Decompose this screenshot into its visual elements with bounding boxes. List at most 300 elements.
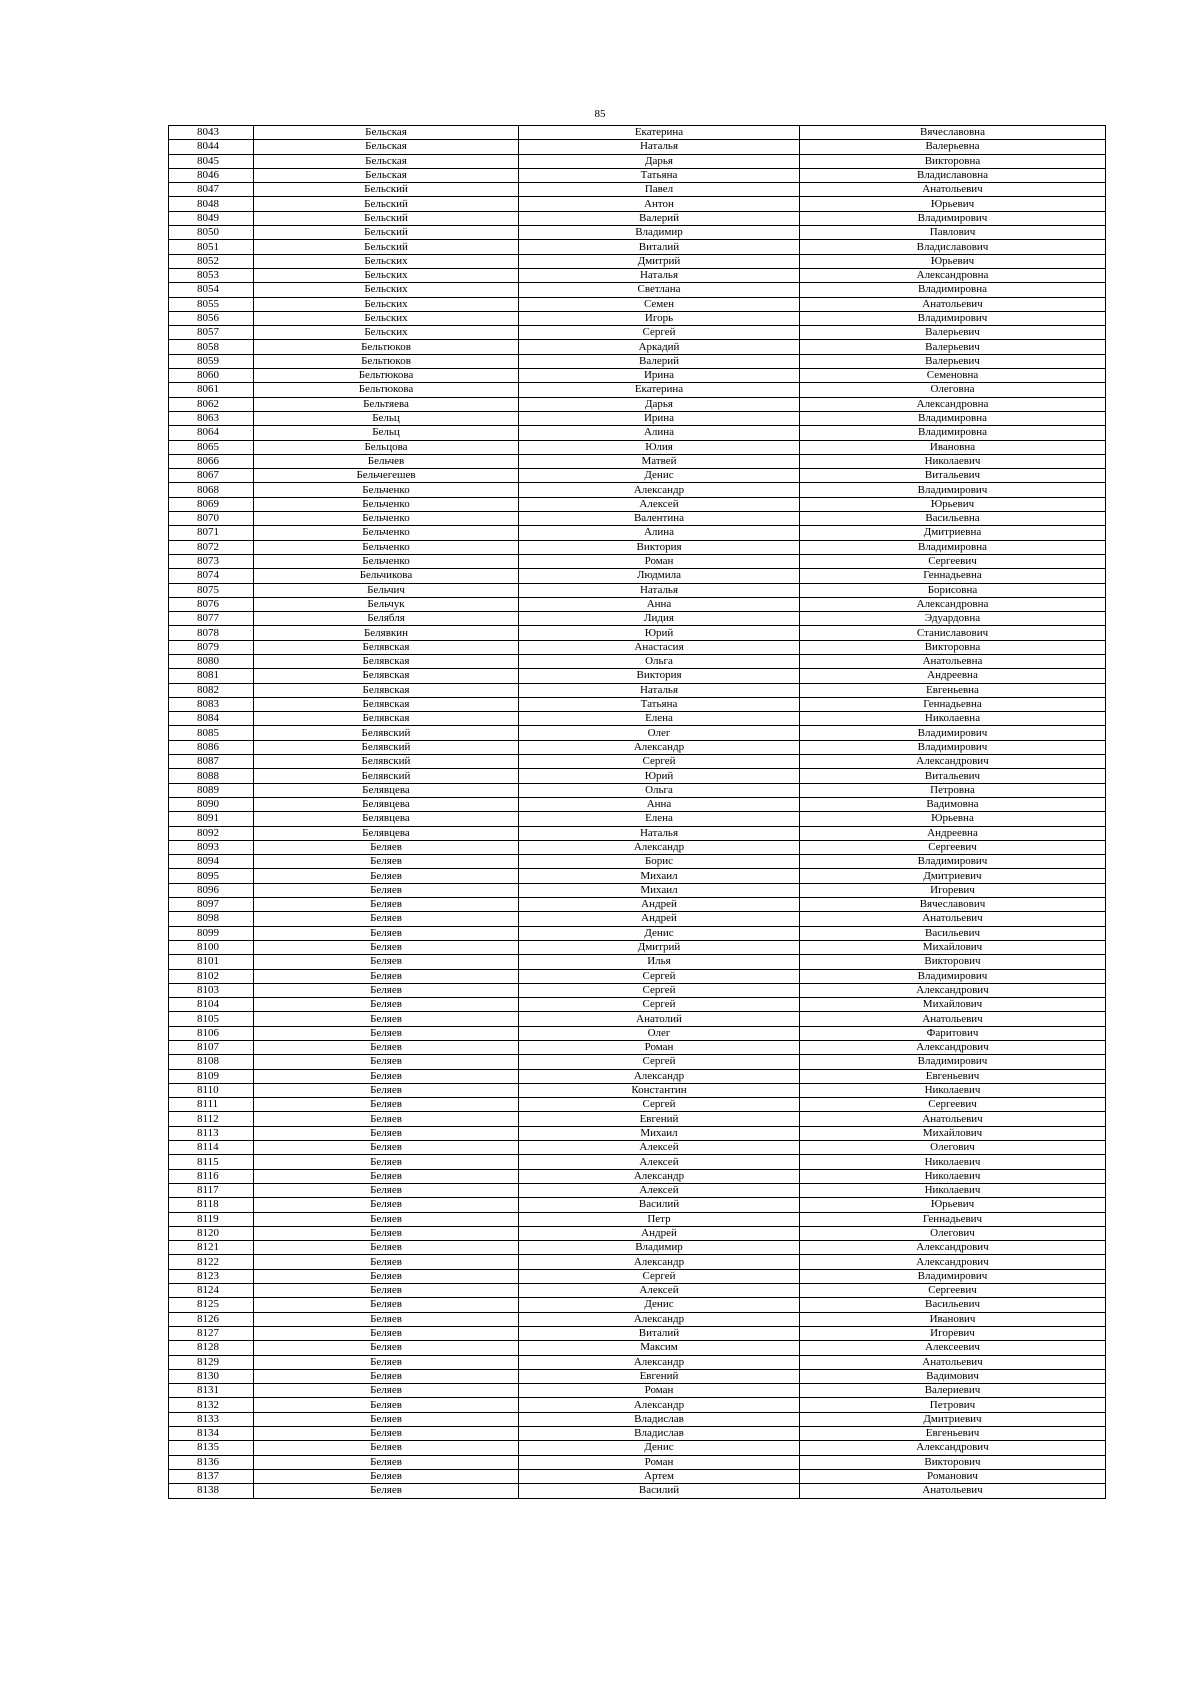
table-row <box>169 855 1106 869</box>
row-number-cell: 8133 <box>169 1412 254 1426</box>
patronymic-cell: Михайлович <box>800 940 1106 954</box>
patronymic-cell: Владимировна <box>800 426 1106 440</box>
row-number-cell: 8138 <box>169 1484 254 1498</box>
patronymic-cell: Геннадьевна <box>800 569 1106 583</box>
patronymic-cell: Петрович <box>800 1398 1106 1412</box>
first-name-cell: Ольга <box>519 783 800 797</box>
row-number-cell: 8132 <box>169 1398 254 1412</box>
table-row <box>169 1355 1106 1369</box>
surname-cell: Белявцева <box>254 783 519 797</box>
table-row <box>169 1398 1106 1412</box>
row-number-cell: 8101 <box>169 955 254 969</box>
first-name-cell: Александр <box>519 483 800 497</box>
surname-cell: Бельских <box>254 283 519 297</box>
table-row <box>169 1326 1106 1340</box>
patronymic-cell: Владимирович <box>800 1269 1106 1283</box>
table-row <box>169 1226 1106 1240</box>
first-name-cell: Константин <box>519 1083 800 1097</box>
table-row <box>169 1269 1106 1283</box>
first-name-cell: Татьяна <box>519 697 800 711</box>
first-name-cell: Алина <box>519 426 800 440</box>
surname-cell: Бельтюков <box>254 354 519 368</box>
surname-cell: Бельчук <box>254 597 519 611</box>
table-body <box>169 126 1106 1499</box>
table-row <box>169 797 1106 811</box>
table-row <box>169 612 1106 626</box>
row-number-cell: 8117 <box>169 1183 254 1197</box>
surname-cell: Бельтюкова <box>254 383 519 397</box>
first-name-cell: Дарья <box>519 397 800 411</box>
row-number-cell: 8066 <box>169 454 254 468</box>
surname-cell: Бельчич <box>254 583 519 597</box>
patronymic-cell: Алексеевич <box>800 1341 1106 1355</box>
row-number-cell: 8049 <box>169 211 254 225</box>
first-name-cell: Юрий <box>519 626 800 640</box>
surname-cell: Белявская <box>254 683 519 697</box>
surname-cell: Бельских <box>254 311 519 325</box>
row-number-cell: 8091 <box>169 812 254 826</box>
patronymic-cell: Анатольевич <box>800 1355 1106 1369</box>
surname-cell: Бельский <box>254 183 519 197</box>
row-number-cell: 8081 <box>169 669 254 683</box>
row-number-cell: 8055 <box>169 297 254 311</box>
table-row <box>169 1455 1106 1469</box>
table-row <box>169 669 1106 683</box>
row-number-cell: 8100 <box>169 940 254 954</box>
table-row <box>169 740 1106 754</box>
table-row <box>169 1183 1106 1197</box>
first-name-cell: Павел <box>519 183 800 197</box>
patronymic-cell: Валериевич <box>800 1384 1106 1398</box>
surname-cell: Беляев <box>254 1427 519 1441</box>
surname-cell: Бельская <box>254 126 519 140</box>
patronymic-cell: Вячеславович <box>800 898 1106 912</box>
row-number-cell: 8129 <box>169 1355 254 1369</box>
patronymic-cell: Анатольевич <box>800 912 1106 926</box>
surname-cell: Беляев <box>254 1284 519 1298</box>
row-number-cell: 8044 <box>169 140 254 154</box>
first-name-cell: Виталий <box>519 240 800 254</box>
table-row <box>169 654 1106 668</box>
patronymic-cell: Михайлович <box>800 1126 1106 1140</box>
surname-cell: Бельская <box>254 168 519 182</box>
table-row <box>169 1126 1106 1140</box>
first-name-cell: Олег <box>519 726 800 740</box>
row-number-cell: 8123 <box>169 1269 254 1283</box>
surname-cell: Белявский <box>254 740 519 754</box>
row-number-cell: 8077 <box>169 612 254 626</box>
first-name-cell: Владислав <box>519 1427 800 1441</box>
surname-cell: Беляев <box>254 1326 519 1340</box>
patronymic-cell: Владимирович <box>800 1055 1106 1069</box>
row-number-cell: 8048 <box>169 197 254 211</box>
first-name-cell: Михаил <box>519 883 800 897</box>
row-number-cell: 8070 <box>169 512 254 526</box>
table-row <box>169 1369 1106 1383</box>
surname-cell: Беляев <box>254 1398 519 1412</box>
surname-cell: Беляев <box>254 1469 519 1483</box>
first-name-cell: Денис <box>519 1441 800 1455</box>
table-row <box>169 1241 1106 1255</box>
first-name-cell: Максим <box>519 1341 800 1355</box>
table-row <box>169 369 1106 383</box>
patronymic-cell: Владимирович <box>800 483 1106 497</box>
row-number-cell: 8069 <box>169 497 254 511</box>
table-row <box>169 755 1106 769</box>
table-row <box>169 683 1106 697</box>
patronymic-cell: Евгеньевич <box>800 1427 1106 1441</box>
surname-cell: Беляев <box>254 1012 519 1026</box>
first-name-cell: Владислав <box>519 1412 800 1426</box>
row-number-cell: 8075 <box>169 583 254 597</box>
first-name-cell: Екатерина <box>519 126 800 140</box>
surname-cell: Беляев <box>254 940 519 954</box>
table-row <box>169 597 1106 611</box>
first-name-cell: Дарья <box>519 154 800 168</box>
surname-cell: Бельц <box>254 411 519 425</box>
row-number-cell: 8045 <box>169 154 254 168</box>
surname-cell: Беляев <box>254 1312 519 1326</box>
table-row <box>169 969 1106 983</box>
patronymic-cell: Андреевна <box>800 669 1106 683</box>
first-name-cell: Дмитрий <box>519 940 800 954</box>
first-name-cell: Андрей <box>519 1226 800 1240</box>
surname-cell: Беляев <box>254 1183 519 1197</box>
patronymic-cell: Николаевич <box>800 1183 1106 1197</box>
table-row <box>169 411 1106 425</box>
first-name-cell: Анастасия <box>519 640 800 654</box>
first-name-cell: Екатерина <box>519 383 800 397</box>
row-number-cell: 8060 <box>169 369 254 383</box>
table-row <box>169 1312 1106 1326</box>
table-row <box>169 168 1106 182</box>
first-name-cell: Андрей <box>519 898 800 912</box>
patronymic-cell: Юрьевна <box>800 812 1106 826</box>
patronymic-cell: Александрович <box>800 1241 1106 1255</box>
patronymic-cell: Игоревич <box>800 883 1106 897</box>
patronymic-cell: Владимировна <box>800 283 1106 297</box>
first-name-cell: Наталья <box>519 140 800 154</box>
patronymic-cell: Владиславовна <box>800 168 1106 182</box>
patronymic-cell: Игоревич <box>800 1326 1106 1340</box>
patronymic-cell: Юрьевич <box>800 197 1106 211</box>
surname-cell: Бельская <box>254 154 519 168</box>
table-row <box>169 640 1106 654</box>
row-number-cell: 8043 <box>169 126 254 140</box>
surname-cell: Бельтюков <box>254 340 519 354</box>
surname-cell: Беляев <box>254 898 519 912</box>
surname-cell: Беляев <box>254 1269 519 1283</box>
patronymic-cell: Сергеевич <box>800 1284 1106 1298</box>
row-number-cell: 8056 <box>169 311 254 325</box>
surname-cell: Беляев <box>254 1169 519 1183</box>
row-number-cell: 8106 <box>169 1026 254 1040</box>
table-row <box>169 926 1106 940</box>
patronymic-cell: Николаевич <box>800 1083 1106 1097</box>
surname-cell: Беляев <box>254 998 519 1012</box>
first-name-cell: Сергей <box>519 755 800 769</box>
table-row <box>169 497 1106 511</box>
first-name-cell: Алексей <box>519 1183 800 1197</box>
first-name-cell: Анатолий <box>519 1012 800 1026</box>
first-name-cell: Игорь <box>519 311 800 325</box>
row-number-cell: 8135 <box>169 1441 254 1455</box>
table-row <box>169 826 1106 840</box>
table-row <box>169 998 1106 1012</box>
first-name-cell: Алексей <box>519 1155 800 1169</box>
first-name-cell: Лидия <box>519 612 800 626</box>
row-number-cell: 8067 <box>169 469 254 483</box>
surname-cell: Беляев <box>254 955 519 969</box>
surname-cell: Беляев <box>254 1055 519 1069</box>
row-number-cell: 8052 <box>169 254 254 268</box>
patronymic-cell: Олегович <box>800 1226 1106 1240</box>
first-name-cell: Александр <box>519 1069 800 1083</box>
patronymic-cell: Вячеславовна <box>800 126 1106 140</box>
first-name-cell: Сергей <box>519 1269 800 1283</box>
first-name-cell: Роман <box>519 1384 800 1398</box>
patronymic-cell: Владимирович <box>800 740 1106 754</box>
table-row <box>169 226 1106 240</box>
table-row <box>169 140 1106 154</box>
first-name-cell: Сергей <box>519 998 800 1012</box>
first-name-cell: Юлия <box>519 440 800 454</box>
table-row <box>169 526 1106 540</box>
first-name-cell: Виктория <box>519 669 800 683</box>
row-number-cell: 8097 <box>169 898 254 912</box>
patronymic-cell: Александрович <box>800 755 1106 769</box>
patronymic-cell: Владимирович <box>800 969 1106 983</box>
table-row <box>169 712 1106 726</box>
table-row <box>169 955 1106 969</box>
surname-cell: Беляев <box>254 1298 519 1312</box>
patronymic-cell: Сергеевич <box>800 554 1106 568</box>
first-name-cell: Виталий <box>519 1326 800 1340</box>
table-row <box>169 311 1106 325</box>
surname-cell: Белявская <box>254 697 519 711</box>
first-name-cell: Александр <box>519 1312 800 1326</box>
surname-cell: Белябля <box>254 612 519 626</box>
table-row <box>169 197 1106 211</box>
patronymic-cell: Владимирович <box>800 855 1106 869</box>
table-row <box>169 1069 1106 1083</box>
patronymic-cell: Юрьевич <box>800 254 1106 268</box>
surname-cell: Бельченко <box>254 483 519 497</box>
row-number-cell: 8109 <box>169 1069 254 1083</box>
patronymic-cell: Дмитриевна <box>800 526 1106 540</box>
patronymic-cell: Владимирович <box>800 211 1106 225</box>
patronymic-cell: Иванович <box>800 1312 1106 1326</box>
row-number-cell: 8112 <box>169 1112 254 1126</box>
surname-cell: Бельтяева <box>254 397 519 411</box>
patronymic-cell: Романович <box>800 1469 1106 1483</box>
row-number-cell: 8073 <box>169 554 254 568</box>
row-number-cell: 8110 <box>169 1083 254 1097</box>
row-number-cell: 8059 <box>169 354 254 368</box>
first-name-cell: Василий <box>519 1484 800 1498</box>
patronymic-cell: Владиславович <box>800 240 1106 254</box>
patronymic-cell: Олеговна <box>800 383 1106 397</box>
surname-cell: Беляев <box>254 1041 519 1055</box>
surname-cell: Беляев <box>254 1412 519 1426</box>
patronymic-cell: Валерьевич <box>800 326 1106 340</box>
patronymic-cell: Эдуардовна <box>800 612 1106 626</box>
row-number-cell: 8099 <box>169 926 254 940</box>
row-number-cell: 8085 <box>169 726 254 740</box>
patronymic-cell: Анатольевич <box>800 1112 1106 1126</box>
surname-cell: Беляев <box>254 1155 519 1169</box>
first-name-cell: Татьяна <box>519 168 800 182</box>
first-name-cell: Алексей <box>519 1284 800 1298</box>
table-row <box>169 1212 1106 1226</box>
row-number-cell: 8114 <box>169 1141 254 1155</box>
row-number-cell: 8128 <box>169 1341 254 1355</box>
table-row <box>169 483 1106 497</box>
surname-cell: Бельтюкова <box>254 369 519 383</box>
first-name-cell: Анна <box>519 797 800 811</box>
row-number-cell: 8068 <box>169 483 254 497</box>
surname-cell: Беляев <box>254 1026 519 1040</box>
surname-cell: Беляев <box>254 1069 519 1083</box>
patronymic-cell: Александрович <box>800 983 1106 997</box>
row-number-cell: 8071 <box>169 526 254 540</box>
table-row <box>169 1341 1106 1355</box>
row-number-cell: 8047 <box>169 183 254 197</box>
patronymic-cell: Викторович <box>800 1455 1106 1469</box>
patronymic-cell: Вадимовна <box>800 797 1106 811</box>
patronymic-cell: Николаевич <box>800 1169 1106 1183</box>
surname-cell: Бельский <box>254 211 519 225</box>
table-row <box>169 883 1106 897</box>
patronymic-cell: Юрьевич <box>800 1198 1106 1212</box>
first-name-cell: Евгений <box>519 1369 800 1383</box>
patronymic-cell: Николаевич <box>800 1155 1106 1169</box>
patronymic-cell: Витальевич <box>800 769 1106 783</box>
patronymic-cell: Валерьевич <box>800 340 1106 354</box>
first-name-cell: Наталья <box>519 826 800 840</box>
first-name-cell: Семен <box>519 297 800 311</box>
surname-cell: Бельченко <box>254 512 519 526</box>
patronymic-cell: Сергеевич <box>800 840 1106 854</box>
row-number-cell: 8111 <box>169 1098 254 1112</box>
table-row <box>169 1198 1106 1212</box>
table-row <box>169 1041 1106 1055</box>
row-number-cell: 8080 <box>169 654 254 668</box>
first-name-cell: Сергей <box>519 969 800 983</box>
table-row <box>169 1284 1106 1298</box>
table-row <box>169 1427 1106 1441</box>
row-number-cell: 8058 <box>169 340 254 354</box>
patronymic-cell: Евгеньевна <box>800 683 1106 697</box>
surname-cell: Беляев <box>254 1226 519 1240</box>
table-row <box>169 940 1106 954</box>
table-row <box>169 769 1106 783</box>
patronymic-cell: Викторович <box>800 955 1106 969</box>
surname-cell: Белявская <box>254 669 519 683</box>
table-row <box>169 1169 1106 1183</box>
row-number-cell: 8098 <box>169 912 254 926</box>
table-row <box>169 540 1106 554</box>
row-number-cell: 8064 <box>169 426 254 440</box>
table-row <box>169 554 1106 568</box>
surname-cell: Бельский <box>254 226 519 240</box>
row-number-cell: 8126 <box>169 1312 254 1326</box>
row-number-cell: 8078 <box>169 626 254 640</box>
table-row <box>169 898 1106 912</box>
table-row <box>169 1298 1106 1312</box>
patronymic-cell: Дмитриевич <box>800 1412 1106 1426</box>
first-name-cell: Александр <box>519 1398 800 1412</box>
table-row <box>169 697 1106 711</box>
table-row <box>169 426 1106 440</box>
row-number-cell: 8118 <box>169 1198 254 1212</box>
table-row <box>169 183 1106 197</box>
first-name-cell: Владимир <box>519 226 800 240</box>
surname-cell: Беляев <box>254 1484 519 1498</box>
row-number-cell: 8105 <box>169 1012 254 1026</box>
row-number-cell: 8094 <box>169 855 254 869</box>
patronymic-cell: Александровна <box>800 268 1106 282</box>
surname-cell: Бельчикова <box>254 569 519 583</box>
row-number-cell: 8084 <box>169 712 254 726</box>
first-name-cell: Наталья <box>519 683 800 697</box>
table-row <box>169 297 1106 311</box>
first-name-cell: Александр <box>519 740 800 754</box>
table-row <box>169 840 1106 854</box>
surname-cell: Беляев <box>254 1355 519 1369</box>
surname-cell: Беляев <box>254 1255 519 1269</box>
table-row <box>169 383 1106 397</box>
first-name-cell: Борис <box>519 855 800 869</box>
table-row <box>169 1112 1106 1126</box>
first-name-cell: Юрий <box>519 769 800 783</box>
row-number-cell: 8131 <box>169 1384 254 1398</box>
row-number-cell: 8089 <box>169 783 254 797</box>
surname-cell: Бельских <box>254 297 519 311</box>
first-name-cell: Андрей <box>519 912 800 926</box>
patronymic-cell: Николаевич <box>800 454 1106 468</box>
row-number-cell: 8087 <box>169 755 254 769</box>
first-name-cell: Сергей <box>519 983 800 997</box>
table-row <box>169 1484 1106 1498</box>
table-row <box>169 812 1106 826</box>
surname-cell: Беляев <box>254 983 519 997</box>
surname-cell: Белявцева <box>254 797 519 811</box>
first-name-cell: Роман <box>519 1455 800 1469</box>
row-number-cell: 8116 <box>169 1169 254 1183</box>
first-name-cell: Евгений <box>519 1112 800 1126</box>
patronymic-cell: Александровна <box>800 597 1106 611</box>
first-name-cell: Валентина <box>519 512 800 526</box>
patronymic-cell: Александрович <box>800 1041 1106 1055</box>
row-number-cell: 8061 <box>169 383 254 397</box>
patronymic-cell: Витальевич <box>800 469 1106 483</box>
patronymic-cell: Геннадьевна <box>800 697 1106 711</box>
surname-cell: Бельская <box>254 140 519 154</box>
row-number-cell: 8062 <box>169 397 254 411</box>
surname-cell: Белявская <box>254 640 519 654</box>
row-number-cell: 8051 <box>169 240 254 254</box>
surname-cell: Беляев <box>254 869 519 883</box>
surname-cell: Беляев <box>254 1112 519 1126</box>
surname-cell: Бельцова <box>254 440 519 454</box>
first-name-cell: Светлана <box>519 283 800 297</box>
patronymic-cell: Владимировна <box>800 411 1106 425</box>
surname-cell: Беляев <box>254 1384 519 1398</box>
row-number-cell: 8093 <box>169 840 254 854</box>
surname-cell: Беляев <box>254 1098 519 1112</box>
first-name-cell: Петр <box>519 1212 800 1226</box>
